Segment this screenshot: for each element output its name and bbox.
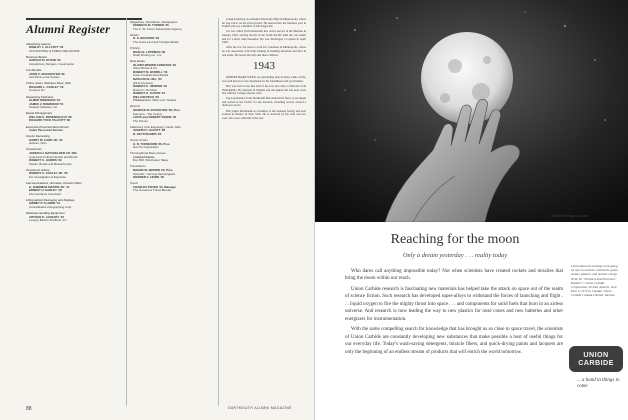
entry-name: WILLIAM PECH '29 (133, 94, 159, 99)
article-paragraph: Bob was born in the first half of the war and came to Hanover from Philadelphia. He majored in English and throughout his life kept close ties with the College and the class. (222, 83, 306, 96)
page-title: Alumni Register (26, 18, 142, 37)
register-entry (26, 119, 122, 123)
hand-reaching-moon-photo (315, 0, 628, 222)
entry-name: ROBERT A. COALEY JR. '35 (29, 171, 68, 176)
entry-name: LOUIS and ROBERT KEENE '20 (133, 115, 177, 120)
register-entry (130, 96, 214, 103)
entry-name: B. KEYTON BIRD '23 (133, 131, 162, 136)
entry-name: ROBERT M. BURRILL '30 (133, 69, 168, 74)
register-category: China, Glass, Stainless Steel, Gifts (26, 81, 71, 86)
register-category: Interior Decorating (26, 134, 50, 139)
ad-body-copy (345, 268, 563, 359)
register-entry (130, 186, 214, 193)
entry-name: ROGER W. BROWN '25, Pres. (133, 168, 174, 173)
entry-detail: Sunmoro - The Colony (133, 111, 163, 116)
register-category: Car Rentals (26, 68, 42, 73)
register-category: Real Estate (130, 59, 145, 64)
entry-name: JAMES V. ROBINSON '51 (29, 101, 64, 106)
entry-name: WARREN C. HOWE '32 (133, 175, 165, 180)
entry-detail: Acquisitions, Mergers, Investments (29, 61, 74, 66)
register-entry (130, 156, 214, 163)
entry-name: ARTHUR K. LOVEJOY '42 (29, 214, 65, 219)
register-entry (26, 103, 122, 110)
entry-name: JOSEPH H. BATCHELDER CO. INC. (29, 151, 78, 156)
entry-detail: Stocks, Bonds and Mutual Funds (29, 161, 72, 166)
register-column-2 (130, 18, 214, 193)
register-entry (130, 24, 214, 31)
register-category: Business Broker (26, 54, 48, 59)
register-category: Dispensing Opticians (26, 94, 54, 99)
article-paragraph: After the war Joe went to work for a business in Minneapolis, where he was associated with firms dealing in building materials and later in real estate. He leaves his wife and three children. (222, 45, 306, 57)
entry-detail: Scientific - Serving New England (133, 171, 175, 176)
register-category: Motels (130, 32, 139, 37)
article-paragraph: Upon graduation from Dartmouth Bob entered the Navy as an ensign and served in the Pacific for the duration, including service aboard a destroyer escort. (222, 96, 306, 108)
entry-name: ROBERT H. AUSTIN '31 (133, 91, 166, 96)
booklet-offer-text: Learn about the exciting work going on now in carbons, chemicals, gases, metals, plastics, and nuclear energy. Write for "Products and Processes" Booklet C, Union Carbide Corporation, 30 East 42nd St., New York 17, N.Y. In Canada, Union Carbide Canada Limited, Toronto. (571, 264, 619, 298)
register-category: Resorts (130, 104, 140, 109)
register-category: Magazines, Periodicals, Newspapers (130, 19, 178, 24)
ad-paragraph: Union Carbide research is fascinating new materials has helped take the attack on space out of the realm of science fiction. Such research has developed super-alloys to withstand the forces of launching and flight . . . liquid oxygen to fire the mighty thrust into space . . . and components for solid fuels that burn in an airless universe. And research is now leading the way to new plastics for nose cones and new batteries and other energizers for instrumentation. (345, 286, 563, 322)
entry-detail: Holmes, Ohio (29, 141, 47, 146)
article-top-text (222, 18, 306, 57)
entry-detail: Cape & Islands Real Estate (133, 73, 169, 78)
register-entry (130, 143, 214, 150)
class-year-heading: 1943 (253, 60, 275, 73)
union-carbide-logo (569, 346, 623, 372)
register-entry (130, 37, 214, 44)
entry-name: JOSEPH F. LEAVITT '28 (133, 128, 166, 133)
entry-name: ELMER ROBINSON '24 (29, 98, 61, 103)
article-paragraph: Bob joined Dartmouth as a member of the business faculty and later worked in finance in New York. He is survived by his wife and two sons, who were with him at the end. (222, 108, 306, 120)
article-bottom-text (222, 76, 306, 120)
entry-name: ROBERT C. HARRIS '29 (29, 158, 62, 163)
register-category: Law Associations, Annuities, Pension Plans (26, 181, 82, 186)
register-category: Printing (130, 46, 140, 51)
register-entry (130, 116, 214, 123)
register-entry (26, 46, 122, 53)
entry-detail: For Investigation & Expertise (29, 174, 66, 179)
entry-name: GEORGE M. BOUGHTON '28, Pres. (133, 108, 181, 112)
entry-name: KENNETH W. TURNER '36 (133, 23, 169, 28)
register-entry (26, 59, 122, 66)
register-entry (26, 139, 122, 146)
entry-detail: The K. W. Turner Subscription Agency (133, 26, 182, 31)
entry-detail: Robert C. Norrison (133, 87, 158, 92)
register-category: Translations (130, 164, 146, 169)
register-category: Estate Management (26, 111, 52, 116)
entry-detail: Hill & Company (133, 80, 153, 85)
entry-detail: ACCOUNTING & PUBLIC RELATIONS (29, 48, 80, 53)
column-divider (126, 18, 127, 406)
article-paragraph: acting dormitory, he attended University High in Minneapolis, where he was active on the school board. He entered into the business year in Topliff and was a member of Phi Kappa Psi. (222, 17, 306, 29)
register-column-1 (26, 40, 122, 223)
register-category: Thoroughbred Race Horses (130, 151, 166, 156)
column-divider (218, 18, 219, 406)
union-carbide-ad-page (314, 0, 628, 420)
page-number: 88 (26, 406, 32, 412)
entry-name: Aulen Personnel Service (29, 128, 63, 133)
entry-detail: Listed and Unlisted Stocks and Bonds (29, 154, 78, 159)
entry-detail: Lovejoy Electro Products, Inc. (29, 218, 68, 223)
register-entry (26, 129, 122, 133)
entry-name: O. E. BRAYERD '29 (133, 36, 160, 41)
entry-name: NOAH B. LOPPMAN '30 (133, 49, 166, 54)
entry-detail: Noah Printing Co., Inc. (133, 53, 163, 58)
register-entry (26, 216, 122, 223)
entry-name: JOHN C. MACHESTER '39 (29, 71, 65, 76)
logo-text-union: UNION (583, 350, 609, 359)
entry-detail: Avis Rent-a-Car System (29, 75, 60, 80)
entry-name: Linwood Farms (133, 154, 155, 159)
ad-headline: Reaching for the moon (390, 232, 520, 247)
entry-detail: The Grosvenor Travel Bureau (133, 188, 172, 193)
entry-detail: Consolidated Lithographing Corp. (29, 204, 73, 209)
entry-name: ROBERT C. HERRON '40 (133, 84, 167, 89)
entry-detail: Cooley's Inc. (29, 88, 46, 93)
ad-subheadline: Only a dream yesterday . . . reality today (402, 252, 508, 259)
ad-paragraph: With the same compelling search for knowledge that has brought us so close to space travel, the scientists of Union Carbide are constantly developing new substances that make possible a host of useful things for our everyday life. Today's wash-saving detergents, miracle fibers, and quick-drying paints and lacquers are only the beginning of an endless stream of products that will enrich the world tomorrow. (345, 327, 563, 355)
logo-tagline: ... a hand in things to come (577, 378, 620, 389)
entry-name: HAROLD M. HITKIN '30 (29, 58, 61, 63)
register-category: Executive Personnel Recruitment (26, 124, 69, 129)
register-entry (26, 172, 122, 179)
entry-name: ROBLEY L. ALLCOTT '20 (29, 45, 64, 50)
register-entry (130, 133, 214, 137)
register-category: Investments (26, 147, 42, 152)
register-entry (26, 189, 122, 196)
register-category: Tennis Courts (130, 138, 148, 143)
entry-detail: The Kirmen (133, 118, 148, 123)
register-category: Advertising Agency (26, 41, 51, 46)
entry-detail: Har-Tru Corporation (133, 145, 159, 150)
article-paragraph: Joe was called from Dartmouth into active service in the Marines in January 1942, serving mostly in the South Pacific until the war ended and for a short time thereafter. He was discharged a Captain in April 1946. (222, 29, 306, 45)
register-category: Lithographed Packaging and Displays (26, 197, 75, 202)
register-entry (130, 51, 214, 58)
entry-name: MARLON W. HILL '25 (133, 77, 162, 82)
ad-paragraph: Who dares call anything impossible today? Not when scientists have created rockets and missiles that bring the moon within our reach. (345, 269, 563, 282)
footer-magazine-title: DARTMOUTH ALUMNI MAGAZINE (228, 406, 292, 410)
article-paragraph: ROBERT MARK WEEK, an outstanding man in many walks of life, was well known to his classmates for his friendliness and good humor. (222, 75, 306, 83)
entry-name: H. SHERMAN MARTIN JR. '41 (29, 184, 70, 189)
register-category: Travel (130, 181, 138, 186)
entry-name: SIDNEY P. FLANNE '31 (29, 201, 61, 206)
register-entry (26, 202, 122, 209)
entry-detail: Philadelphia's "Main Line" Realtor (133, 98, 177, 103)
entry-name: H. N. TURNHORN '36, Pres. (133, 141, 171, 146)
entry-detail: Federal Opticians, Inc. (29, 105, 58, 110)
register-entry (26, 159, 122, 166)
logo-text-carbide: CARBIDE (578, 358, 614, 367)
register-entry (26, 73, 122, 80)
entry-detail: Oliver Brown & Co. (133, 66, 158, 71)
entry-name: RICHARD L. COOLEY '18 (29, 84, 64, 89)
photo-caption: ... a hand in things to come (547, 214, 589, 218)
entry-name: CHARLES POVER '40, Manager (133, 184, 177, 189)
class-notes-article (222, 18, 306, 122)
register-category: Materials Handling Equipment (26, 211, 65, 216)
entry-detail: Box 508, Winchester, Mass. (133, 158, 169, 163)
entry-detail: Life Insurance Counselor (29, 191, 62, 196)
register-entry (130, 176, 214, 180)
entry-name: RICHARD TUCK TALCOTT '38 (29, 118, 70, 123)
register-category: Stationery, Fine Engraving, Cards, Gifts (130, 124, 181, 129)
entry-name: OLIVER BROWN CONOVER '32 (133, 62, 176, 67)
entry-name: ERNEST H. EARLEY '18 (29, 188, 62, 193)
entry-name: HARRY W. CARR JR. '36 (29, 137, 63, 142)
register-entry (26, 86, 122, 93)
entry-detail: The Jesse Lind and Triangle Motels (133, 39, 179, 44)
register-category: Investment Advice (26, 167, 50, 172)
entry-name: WILLIAM S. ROSENFELD III '38 (29, 114, 72, 119)
